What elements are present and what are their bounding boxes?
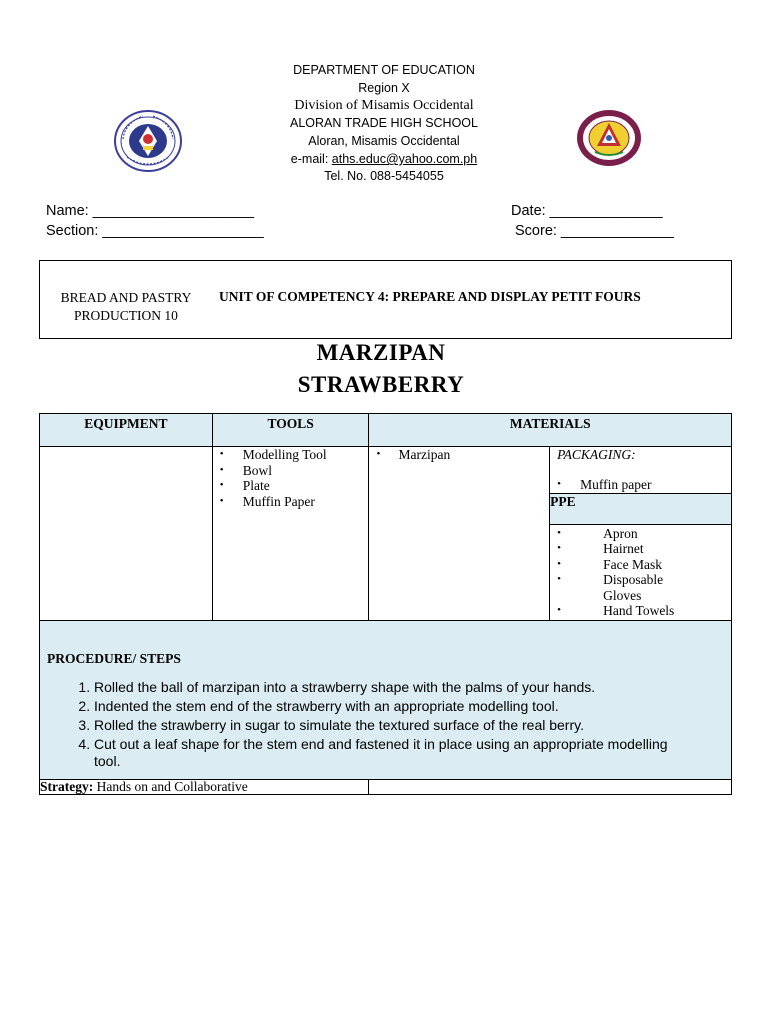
division: Division of Misamis Occidental	[294, 98, 474, 113]
tools-header: TOOLS	[212, 414, 369, 447]
list-item: • Muffin paper	[550, 477, 731, 493]
list-item: • Hand Towels	[550, 603, 731, 619]
aloran-trade-seal-icon	[575, 108, 643, 168]
equipment-header: EQUIPMENT	[40, 414, 213, 447]
procedure-label: PROCEDURE/ STEPS	[47, 650, 181, 666]
list-item: 4. Cut out a leaf shape for the stem end and fastened it in place using an appropriate modelling tool.	[94, 736, 731, 770]
materials-cell	[369, 447, 550, 621]
list-item: 1. Rolled the ball of marzipan into a strawberry shape with the palms of your hands.	[94, 679, 731, 696]
page-title-line2: STRAWBERRY	[297, 372, 465, 397]
telephone: Tel. No. 088-5454055	[324, 169, 444, 183]
score-field[interactable]: Score: ______________	[515, 223, 674, 239]
list-item: 3. Rolled the strawberry in sugar to simulate the textured surface of the real berry.	[94, 717, 731, 734]
school-name: ALORAN TRADE HIGH SCHOOL	[289, 116, 478, 130]
school-address: Aloran, Misamis Occidental	[308, 134, 460, 148]
list-item: • Modelling Tool	[213, 447, 369, 463]
unit-of-competency: UNIT OF COMPETENCY 4: PREPARE AND DISPLAY PETIT FOURS	[219, 289, 641, 304]
list-item: • Hairnet	[550, 541, 731, 557]
date-field[interactable]: Date: ______________	[511, 203, 663, 219]
procedure-cell	[40, 620, 732, 779]
deped-seal-icon	[113, 109, 183, 173]
name-field[interactable]: Name: ____________________	[46, 203, 255, 219]
dept-name: DEPARTMENT OF EDUCATION	[293, 63, 475, 77]
email-line: e-mail: aths.educ@yahoo.com.ph	[290, 152, 478, 166]
page-title-line1: MARZIPAN	[316, 340, 446, 365]
table-row	[40, 447, 732, 494]
packaging-cell	[550, 447, 732, 494]
packaging-label: PACKAGING:	[557, 447, 636, 462]
procedure-row	[40, 620, 732, 779]
materials-list	[369, 447, 549, 463]
strategy-label: Strategy:	[40, 778, 94, 794]
packaging-list	[550, 477, 731, 493]
strategy-empty-cell	[369, 779, 732, 794]
strategy-value: Hands on and Collaborative	[93, 778, 248, 794]
list-item: • Disposable Gloves	[550, 572, 683, 603]
subject-name: BREAD AND PASTRY PRODUCTION 10	[60, 290, 192, 323]
list-item: • Apron	[550, 526, 731, 542]
list-item: • Bowl	[213, 463, 369, 479]
strategy-row	[40, 779, 732, 794]
tools-list	[213, 447, 369, 509]
procedure-steps	[40, 679, 731, 770]
table-header-row	[40, 414, 732, 447]
lesson-table	[39, 413, 732, 795]
list-item: • Marzipan	[369, 447, 549, 463]
ppe-cell	[550, 524, 732, 620]
region: Region X	[358, 81, 410, 95]
list-item: • Face Mask	[550, 557, 731, 573]
materials-header: MATERIALS	[369, 414, 732, 447]
ppe-list	[550, 526, 731, 619]
tools-cell	[212, 447, 369, 621]
list-item: • Plate	[213, 478, 369, 494]
list-item: 2. Indented the stem end of the strawberry with an appropriate modelling tool.	[94, 698, 731, 715]
equipment-cell	[40, 447, 213, 621]
strategy-cell	[40, 779, 369, 794]
ppe-label: PPE	[550, 493, 732, 524]
list-item: • Muffin Paper	[213, 494, 369, 510]
section-field[interactable]: Section: ____________________	[46, 223, 264, 239]
email-link[interactable]: aths.educ@yahoo.com.ph	[331, 152, 478, 166]
